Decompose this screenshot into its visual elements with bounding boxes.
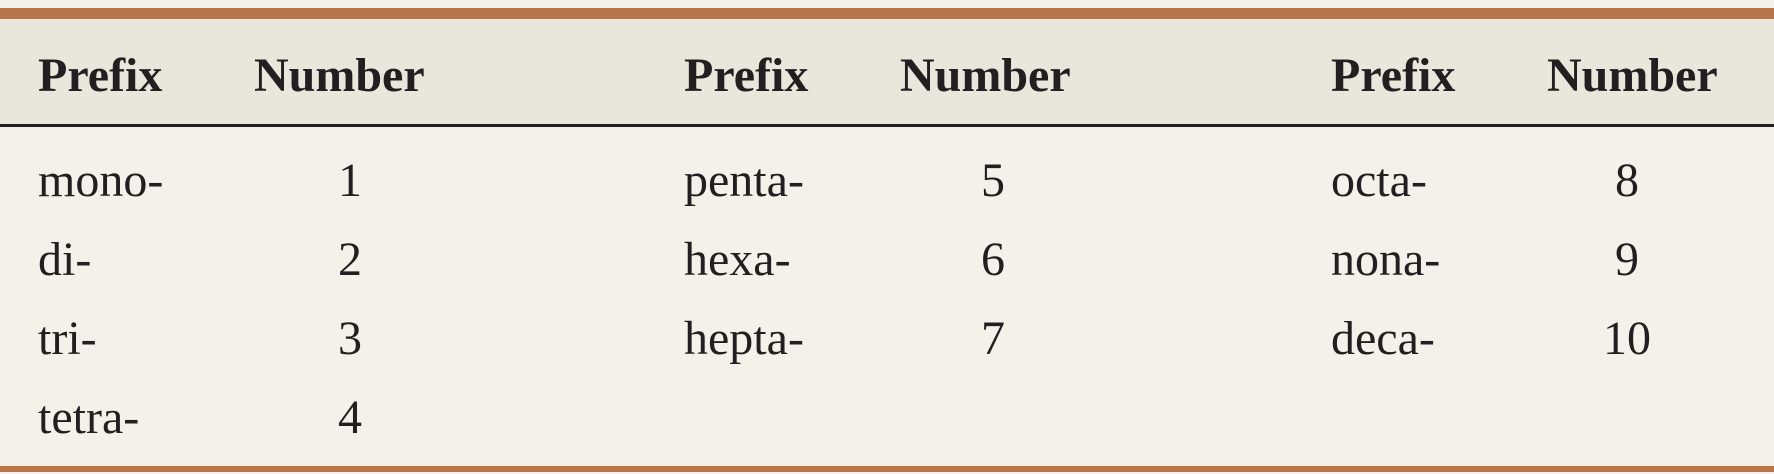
number-cell: 5 xyxy=(981,154,1005,207)
prefix-cell: hepta- xyxy=(684,312,804,365)
number-cell: 1 xyxy=(338,154,362,207)
number-cell: 3 xyxy=(338,312,362,365)
number-cell: 6 xyxy=(981,233,1005,286)
top-accent-rule xyxy=(0,8,1774,19)
number-cell: 9 xyxy=(1615,233,1639,286)
prefix-cell: tetra- xyxy=(38,391,140,444)
prefix-cell: tri- xyxy=(38,312,97,365)
number-cell: 4 xyxy=(338,391,362,444)
prefix-cell: nona- xyxy=(1331,233,1441,286)
header-number-2: Number xyxy=(900,49,1071,102)
number-cell: 7 xyxy=(981,312,1005,365)
prefix-cell: di- xyxy=(38,233,92,286)
prefix-cell: hexa- xyxy=(684,233,791,286)
bottom-accent-rule xyxy=(0,466,1774,472)
prefix-cell: mono- xyxy=(38,154,164,207)
header-prefix-3: Prefix xyxy=(1331,49,1456,102)
prefix-cell: deca- xyxy=(1331,312,1435,365)
header-prefix-2: Prefix xyxy=(684,49,809,102)
number-cell: 10 xyxy=(1603,312,1651,365)
number-cell: 8 xyxy=(1615,154,1639,207)
header-number-3: Number xyxy=(1547,49,1718,102)
prefix-cell: penta- xyxy=(684,154,804,207)
header-divider xyxy=(0,124,1774,127)
header-prefix-1: Prefix xyxy=(38,49,163,102)
prefix-cell: octa- xyxy=(1331,154,1427,207)
header-number-1: Number xyxy=(254,49,425,102)
number-cell: 2 xyxy=(338,233,362,286)
